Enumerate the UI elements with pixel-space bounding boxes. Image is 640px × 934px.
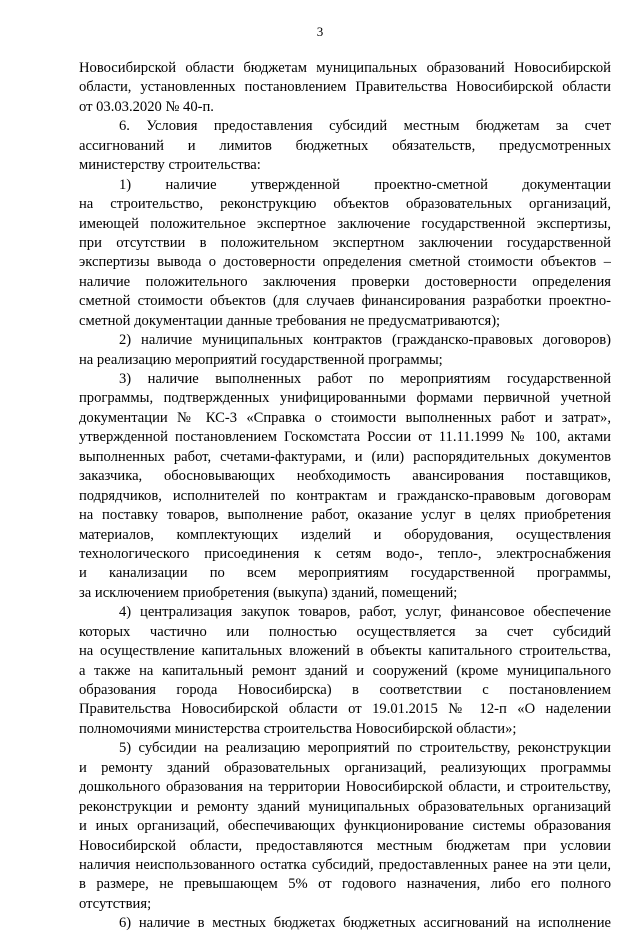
text-line: документации № КС-3 «Справка о стоимости выполненных работ и затрат», — [79, 409, 611, 426]
text-line: технологического присоединения к сетям водо-, тепло-, электроснабжения — [79, 545, 611, 562]
text-line: за исключением приобретения (выкупа) зданий, помещений; — [79, 584, 458, 601]
text-line: которых частично или полностью осуществляется за счет субсидий — [79, 623, 611, 640]
text-line: а также на капитальный ремонт зданий и сооружений (кроме муниципального — [79, 662, 611, 679]
text-line: на поставку товаров, выполнение работ, оказание услуг в целях приобретения — [79, 507, 611, 524]
text-line: материалов, комплектующих изделий и оборудования, осуществления — [79, 526, 611, 543]
text-line: сметной документации данные требования не предусматриваются); — [79, 312, 501, 329]
text-line: дошкольного образования на территории Новосибирской области, и строительству, — [79, 779, 611, 796]
text-line: и ремонту зданий образовательных организаций, реализующих программы — [79, 759, 611, 776]
text-line: 4) централизация закупок товаров, работ, услуг, финансовое обеспечение — [119, 604, 611, 621]
text-line: 5) субсидии на реализацию мероприятий по строительству, реконструкции — [119, 740, 611, 757]
text-line: и иных организаций, обеспечивающих функционирование системы образования — [79, 818, 611, 835]
text-line: в размере, не превышающем 5% от годового назначения, либо его полного — [79, 876, 611, 893]
text-line: полномочиями министерства строительства Новосибирской области»; — [79, 720, 517, 737]
text-line: ассигнований и лимитов бюджетных обязательств, предусмотренных — [79, 137, 611, 154]
text-line: 6. Условия предоставления субсидий местным бюджетам за счет — [119, 118, 611, 135]
text-line: Правительства Новосибирской области от 19.01.2015 № 12-п «О наделении — [79, 701, 611, 718]
document-body — [79, 59, 611, 934]
text-line: утвержденной постановлением Госкомстата России от 11.11.1999 № 100, актами — [79, 429, 611, 446]
text-line: на осуществление капитальных вложений в объекты капитального строительства, — [79, 643, 611, 660]
text-line: программы, подтвержденных унифицированными формами первичной учетной — [79, 390, 611, 407]
text-line: и канализации по всем мероприятиям государственной программы, — [79, 565, 611, 582]
text-line: заказчика, обосновывающих необходимость авансирования поставщиков, — [79, 468, 611, 485]
text-line: реконструкции и ремонту зданий муниципальных образовательных организаций — [79, 798, 611, 815]
text-line: имеющей положительное экспертное заключение государственной экспертизы, — [79, 215, 611, 232]
text-line: сметной стоимости объектов (для случаев финансирования разработки проектно- — [79, 293, 611, 310]
text-line: на строительство, реконструкцию объектов образовательных организаций, — [79, 196, 611, 213]
text-line: Новосибирской области, предоставляются местным бюджетам при условии — [79, 837, 611, 854]
text-line: Новосибирской области бюджетам муниципальных образований Новосибирской — [79, 60, 611, 76]
text-line: наличие положительного заключения проверки достоверности определения — [79, 273, 611, 290]
text-line: экспертизы вывода о достоверности определения сметной стоимости объектов – — [79, 254, 611, 271]
text-line: министерству строительства: — [79, 157, 261, 174]
text-line: области, установленных постановлением Правительства Новосибирской области — [79, 79, 611, 96]
text-line: наличия неиспользованного остатка субсидий, предоставленных ранее на эти цели, — [79, 856, 611, 873]
text-line: образования города Новосибирска) в соответствии с постановлением — [79, 682, 611, 698]
text-line: выполненных работ, счетами-фактурами, и (или) распорядительных документов — [79, 448, 611, 465]
text-line: 3) наличие выполненных работ по мероприятиям государственной — [119, 371, 611, 387]
text-line: на реализацию мероприятий государственной программы; — [79, 351, 443, 368]
text-line: при отсутствии в положительном экспертном заключении государственной — [79, 234, 611, 251]
text-line: отсутствия; — [79, 895, 152, 912]
text-line: 2) наличие муниципальных контрактов (гражданско-правовых договоров) — [119, 332, 611, 349]
text-line: 6) наличие в местных бюджетах бюджетных ассигнований на исполнение — [119, 915, 611, 932]
text-line: подрядчиков, исполнителей по контрактам и гражданско-правовым договорам — [79, 487, 611, 504]
text-line: 1) наличие утвержденной проектно-сметной документации — [119, 176, 611, 193]
page-number: 3 — [316, 24, 324, 39]
text-line: от 03.03.2020 № 40-п. — [79, 98, 214, 115]
